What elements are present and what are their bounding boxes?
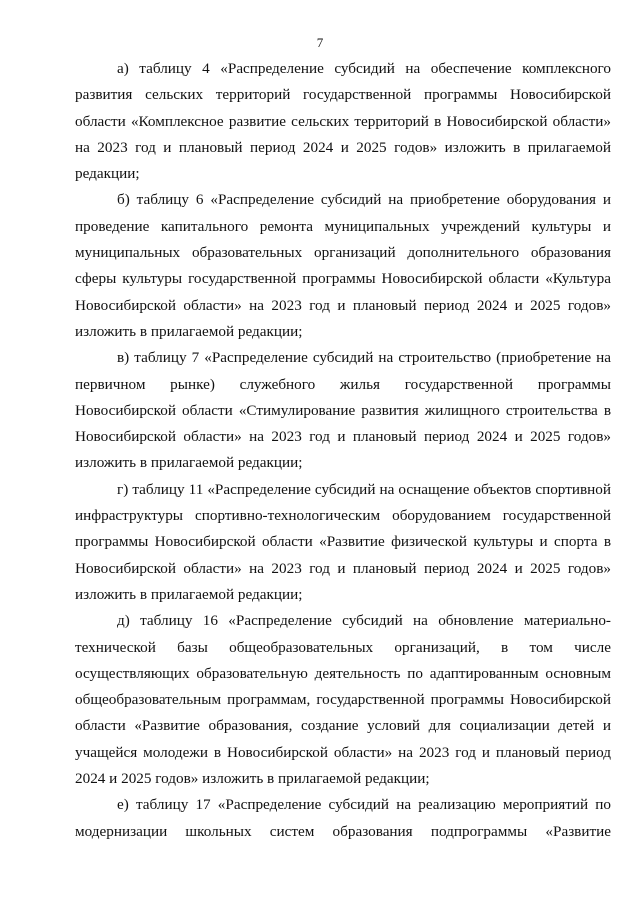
paragraph — [75, 187, 611, 345]
paragraph — [75, 608, 611, 792]
text-line: изложить в прилагаемой редакции; — [75, 454, 303, 472]
text-line: осуществляющих образовательную деятельность по адаптированным основным — [75, 664, 611, 682]
paragraph — [75, 345, 611, 476]
text-line: области «Развитие образования, создание условий для социализации детей и — [75, 717, 611, 735]
text-line: муниципальных образовательных организаций дополнительного образования — [75, 244, 611, 262]
text-line: д) таблицу 16 «Распределение субсидий на обновление материально- — [117, 612, 611, 630]
text-line: инфраструктуры спортивно-технологическим оборудованием государственной — [75, 507, 611, 525]
text-line: а) таблицу 4 «Распределение субсидий на обеспечение комплексного — [117, 60, 611, 77]
text-line: проведение капитального ремонта муниципальных учреждений культуры и — [75, 217, 611, 235]
text-line: первичном рынке) служебного жилья государственной программы — [75, 375, 611, 393]
text-line: е) таблицу 17 «Распределение субсидий на реализацию мероприятий по — [117, 796, 611, 814]
text-line: на 2023 год и плановый период 2024 и 2025 годов» изложить в прилагаемой — [75, 138, 611, 156]
text-line: учащейся молодежи в Новосибирской области» на 2023 год и плановый период — [75, 743, 611, 761]
text-line: б) таблицу 6 «Распределение субсидий на приобретение оборудования и — [117, 191, 611, 209]
text-line: Новосибирской области» на 2023 год и плановый период 2024 и 2025 годов» — [75, 296, 611, 314]
text-line: г) таблицу 11 «Распределение субсидий на оснащение объектов спортивной — [117, 480, 611, 498]
text-line: Новосибирской области «Стимулирование развития жилищного строительства в — [75, 401, 611, 419]
text-line: Новосибирской области» на 2023 год и плановый период 2024 и 2025 годов» — [75, 428, 611, 446]
text-line: модернизации школьных систем образования подпрограммы «Развитие — [75, 822, 611, 840]
paragraph — [75, 792, 611, 845]
text-line: сферы культуры государственной программы Новосибирской области «Культура — [75, 270, 611, 288]
text-line: редакции; — [75, 165, 140, 183]
text-line: 2024 и 2025 годов» изложить в прилагаемой редакции; — [75, 770, 430, 788]
text-line: программы Новосибирской области «Развитие физической культуры и спорта в — [75, 533, 611, 551]
page-number: 7 — [316, 35, 324, 50]
paragraph — [75, 56, 611, 187]
document-body — [75, 56, 611, 845]
text-line: общеобразовательным программам, государственной программы Новосибирской — [75, 691, 611, 709]
text-line: области «Комплексное развитие сельских территорий в Новосибирской области» — [75, 112, 611, 130]
text-line: Новосибирской области» на 2023 год и плановый период 2024 и 2025 годов» — [75, 559, 611, 577]
text-line: изложить в прилагаемой редакции; — [75, 322, 303, 340]
paragraph — [75, 477, 611, 608]
text-line: изложить в прилагаемой редакции; — [75, 585, 303, 603]
text-line: развития сельских территорий государственной программы Новосибирской — [75, 86, 611, 104]
text-line: технической базы общеобразовательных организаций, в том числе — [75, 638, 611, 656]
text-line: в) таблицу 7 «Распределение субсидий на строительство (приобретение на — [117, 349, 611, 367]
